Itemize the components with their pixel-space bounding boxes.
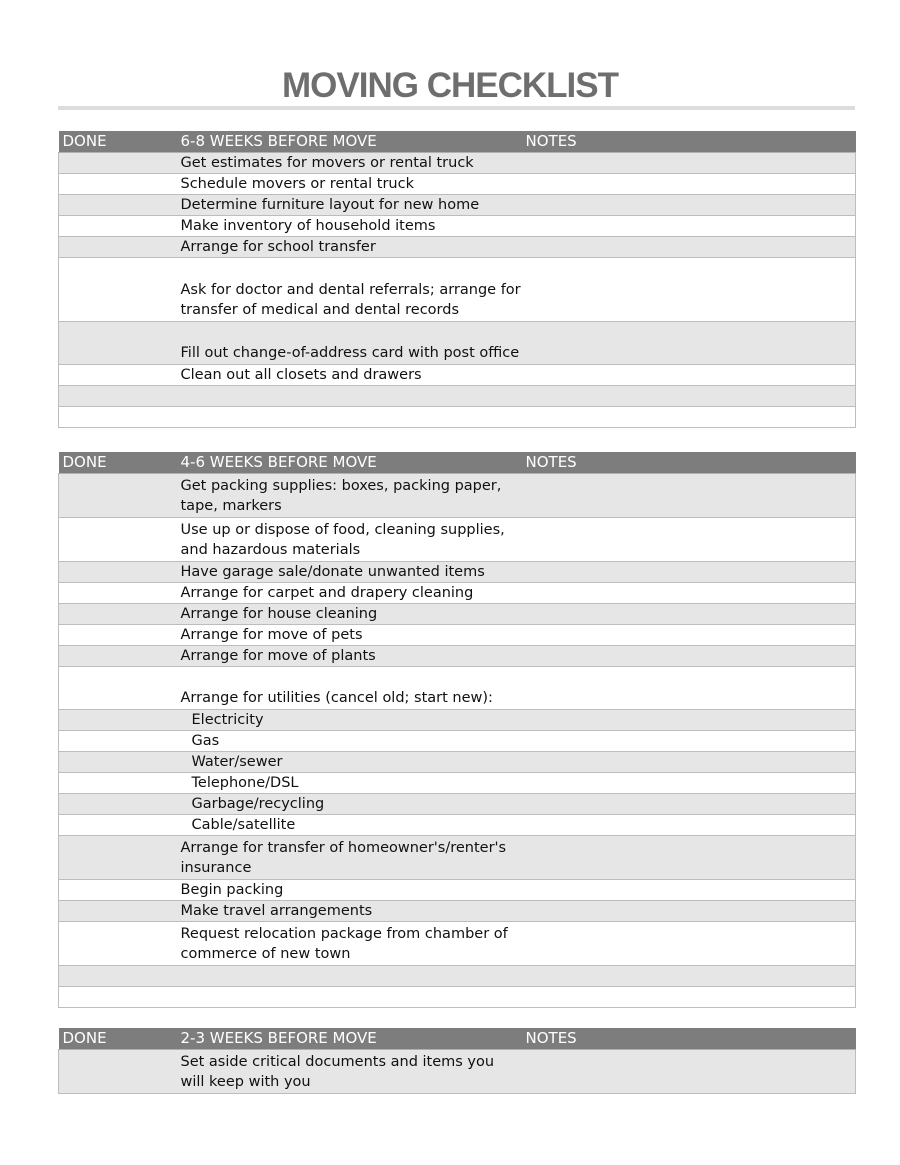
notes-cell[interactable] xyxy=(522,258,856,322)
task-cell: Arrange for utilities (cancel old; start new): xyxy=(177,667,522,710)
task-cell: Make inventory of household items xyxy=(177,216,522,237)
section-4-6-weeks xyxy=(58,452,855,1008)
task-cell: Cable/satellite xyxy=(177,815,522,836)
notes-cell[interactable] xyxy=(522,216,856,237)
table-row xyxy=(59,922,856,966)
table-row xyxy=(59,625,856,646)
notes-cell[interactable] xyxy=(522,625,856,646)
table-row xyxy=(59,752,856,773)
notes-cell[interactable] xyxy=(522,966,856,987)
notes-cell[interactable] xyxy=(522,646,856,667)
table-row xyxy=(59,322,856,365)
task-cell: Clean out all closets and drawers xyxy=(177,365,522,386)
table-row xyxy=(59,646,856,667)
notes-cell[interactable] xyxy=(522,752,856,773)
notes-column-header: NOTES xyxy=(522,131,856,153)
table-row xyxy=(59,794,856,815)
task-cell: Fill out change-of-address card with post office xyxy=(177,322,522,365)
done-cell[interactable] xyxy=(59,258,177,322)
notes-cell[interactable] xyxy=(522,815,856,836)
task-cell: Gas xyxy=(177,731,522,752)
task-cell: Telephone/DSL xyxy=(177,773,522,794)
done-cell[interactable] xyxy=(59,667,177,710)
task-cell: Arrange for move of plants xyxy=(177,646,522,667)
notes-cell[interactable] xyxy=(522,667,856,710)
notes-cell[interactable] xyxy=(522,731,856,752)
done-cell[interactable] xyxy=(59,773,177,794)
notes-cell[interactable] xyxy=(522,195,856,216)
table-row xyxy=(59,667,856,710)
done-cell[interactable] xyxy=(59,322,177,365)
task-cell: Water/sewer xyxy=(177,752,522,773)
notes-cell[interactable] xyxy=(522,987,856,1008)
section-heading: 4-6 WEEKS BEFORE MOVE xyxy=(177,452,522,474)
task-cell: Set aside critical documents and items you will keep with you xyxy=(177,1050,522,1094)
notes-column-header: NOTES xyxy=(522,452,856,474)
done-cell[interactable] xyxy=(59,474,177,518)
notes-cell[interactable] xyxy=(522,1050,856,1094)
table-header-row xyxy=(59,1028,856,1050)
task-cell: Have garage sale/donate unwanted items xyxy=(177,562,522,583)
table-row xyxy=(59,258,856,322)
done-column-header: DONE xyxy=(59,131,177,153)
task-cell: Arrange for move of pets xyxy=(177,625,522,646)
table-row xyxy=(59,386,856,407)
done-cell[interactable] xyxy=(59,365,177,386)
done-cell[interactable] xyxy=(59,386,177,407)
table-row xyxy=(59,710,856,731)
table-row xyxy=(59,562,856,583)
done-cell[interactable] xyxy=(59,237,177,258)
notes-cell[interactable] xyxy=(522,773,856,794)
task-cell: Request relocation package from chamber of commerce of new town xyxy=(177,922,522,966)
task-cell: Determine furniture layout for new home xyxy=(177,195,522,216)
section-2-3-weeks xyxy=(58,1028,855,1094)
done-cell[interactable] xyxy=(59,153,177,174)
notes-cell[interactable] xyxy=(522,474,856,518)
table-row xyxy=(59,518,856,562)
done-cell[interactable] xyxy=(59,174,177,195)
done-cell[interactable] xyxy=(59,987,177,1008)
done-cell[interactable] xyxy=(59,880,177,901)
notes-cell[interactable] xyxy=(522,365,856,386)
section-6-8-weeks xyxy=(58,131,855,428)
table-row xyxy=(59,174,856,195)
done-cell[interactable] xyxy=(59,562,177,583)
done-cell[interactable] xyxy=(59,794,177,815)
task-cell: Schedule movers or rental truck xyxy=(177,174,522,195)
table-row xyxy=(59,195,856,216)
done-cell[interactable] xyxy=(59,407,177,428)
done-cell[interactable] xyxy=(59,195,177,216)
done-cell[interactable] xyxy=(59,731,177,752)
done-cell[interactable] xyxy=(59,710,177,731)
table-row xyxy=(59,474,856,518)
done-cell[interactable] xyxy=(59,518,177,562)
checklist-table xyxy=(58,1028,856,1094)
table-header-row xyxy=(59,452,856,474)
table-row xyxy=(59,365,856,386)
notes-cell[interactable] xyxy=(522,386,856,407)
notes-cell[interactable] xyxy=(522,407,856,428)
table-row xyxy=(59,1050,856,1094)
notes-cell[interactable] xyxy=(522,604,856,625)
task-cell: Arrange for transfer of homeowner's/renter's insurance xyxy=(177,836,522,880)
task-cell: Arrange for house cleaning xyxy=(177,604,522,625)
section-heading: 6-8 WEEKS BEFORE MOVE xyxy=(177,131,522,153)
table-row xyxy=(59,901,856,922)
table-row xyxy=(59,407,856,428)
table-row xyxy=(59,216,856,237)
task-cell: Get packing supplies: boxes, packing paper, tape, markers xyxy=(177,474,522,518)
checklist-table xyxy=(58,131,856,428)
task-cell[interactable] xyxy=(177,987,522,1008)
notes-cell[interactable] xyxy=(522,562,856,583)
table-row xyxy=(59,153,856,174)
section-heading: 2-3 WEEKS BEFORE MOVE xyxy=(177,1028,522,1050)
notes-cell[interactable] xyxy=(522,237,856,258)
notes-cell[interactable] xyxy=(522,174,856,195)
notes-cell[interactable] xyxy=(522,322,856,365)
notes-cell[interactable] xyxy=(522,880,856,901)
done-cell[interactable] xyxy=(59,646,177,667)
done-cell[interactable] xyxy=(59,966,177,987)
task-cell: Ask for doctor and dental referrals; arrange for transfer of medical and dental records xyxy=(177,258,522,322)
task-cell[interactable] xyxy=(177,407,522,428)
notes-column-header: NOTES xyxy=(522,1028,856,1050)
done-cell[interactable] xyxy=(59,604,177,625)
checklist-table xyxy=(58,452,856,1008)
done-column-header: DONE xyxy=(59,1028,177,1050)
table-header-row xyxy=(59,131,856,153)
done-cell[interactable] xyxy=(59,815,177,836)
table-row xyxy=(59,583,856,604)
done-cell[interactable] xyxy=(59,752,177,773)
title-underline xyxy=(58,106,855,110)
notes-cell[interactable] xyxy=(522,710,856,731)
notes-cell[interactable] xyxy=(522,794,856,815)
task-cell: Electricity xyxy=(177,710,522,731)
table-row xyxy=(59,731,856,752)
notes-cell[interactable] xyxy=(522,922,856,966)
task-cell[interactable] xyxy=(177,966,522,987)
notes-cell[interactable] xyxy=(522,901,856,922)
table-row xyxy=(59,880,856,901)
notes-cell[interactable] xyxy=(522,836,856,880)
page-title: MOVING CHECKLIST xyxy=(282,66,618,105)
done-cell[interactable] xyxy=(59,901,177,922)
table-row xyxy=(59,237,856,258)
table-row xyxy=(59,773,856,794)
task-cell[interactable] xyxy=(177,386,522,407)
table-row xyxy=(59,815,856,836)
done-cell[interactable] xyxy=(59,922,177,966)
table-row xyxy=(59,836,856,880)
notes-cell[interactable] xyxy=(522,583,856,604)
task-cell: Use up or dispose of food, cleaning supplies, and hazardous materials xyxy=(177,518,522,562)
task-cell: Make travel arrangements xyxy=(177,901,522,922)
done-cell[interactable] xyxy=(59,216,177,237)
table-row xyxy=(59,987,856,1008)
task-cell: Begin packing xyxy=(177,880,522,901)
table-row xyxy=(59,604,856,625)
done-cell[interactable] xyxy=(59,1050,177,1094)
task-cell: Arrange for carpet and drapery cleaning xyxy=(177,583,522,604)
notes-cell[interactable] xyxy=(522,153,856,174)
done-cell[interactable] xyxy=(59,836,177,880)
task-cell: Arrange for school transfer xyxy=(177,237,522,258)
done-column-header: DONE xyxy=(59,452,177,474)
table-row xyxy=(59,966,856,987)
notes-cell[interactable] xyxy=(522,518,856,562)
task-cell: Garbage/recycling xyxy=(177,794,522,815)
done-cell[interactable] xyxy=(59,583,177,604)
done-cell[interactable] xyxy=(59,625,177,646)
task-cell: Get estimates for movers or rental truck xyxy=(177,153,522,174)
